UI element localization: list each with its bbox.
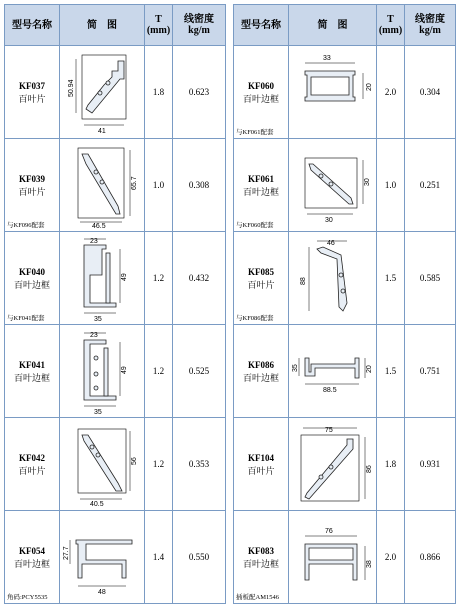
dim-width: 46 <box>326 240 335 247</box>
model-note: 与KF060配套 <box>236 222 274 229</box>
thickness-value: 1.0 <box>377 139 405 232</box>
thickness-value: 1.8 <box>377 418 405 511</box>
density-value: 0.525 <box>173 325 226 418</box>
diagram-cell <box>289 46 377 139</box>
header-diagram: 简 图 <box>289 5 377 46</box>
diagram-cell <box>60 232 145 325</box>
table-row <box>234 511 456 604</box>
model-code: KF060 <box>248 80 274 91</box>
diagram-cell <box>289 139 377 232</box>
diagram-cell <box>289 232 377 325</box>
model-cell <box>5 139 60 232</box>
model-code: KF042 <box>19 452 45 463</box>
dim-width: 46.5 <box>92 223 106 228</box>
header-diagram: 简 图 <box>60 5 145 46</box>
model-code: KF104 <box>248 452 274 463</box>
model-cell <box>234 325 289 418</box>
model-name: 百叶边框 <box>13 558 50 569</box>
header-density-label: 线密度 <box>415 14 445 25</box>
model-name: 百叶边框 <box>242 93 279 104</box>
profile-diagram <box>291 142 375 228</box>
dim-height: 38 <box>365 560 373 568</box>
dim-top: 23 <box>90 238 98 245</box>
header-row <box>234 5 456 46</box>
model-name: 百叶片 <box>18 186 46 197</box>
diagram-cell <box>289 325 377 418</box>
density-value: 0.308 <box>173 139 226 232</box>
header-thickness <box>377 5 405 46</box>
profile-diagram <box>291 514 375 600</box>
model-code: KF083 <box>248 545 274 556</box>
model-code: KF040 <box>19 266 45 277</box>
thickness-value: 1.4 <box>145 511 173 604</box>
header-t: T <box>155 14 162 25</box>
model-cell <box>234 418 289 511</box>
model-cell <box>5 46 60 139</box>
model-note: 与KF096配套 <box>7 222 45 229</box>
dim-height: 49 <box>121 273 128 281</box>
profile-diagram <box>291 421 375 507</box>
model-cell <box>234 46 289 139</box>
header-t-unit: (mm) <box>146 25 171 36</box>
table-row <box>5 46 226 139</box>
thickness-value: 1.2 <box>145 418 173 511</box>
model-note: 插板配AM1546 <box>236 594 279 601</box>
dim-height: 65.7 <box>131 176 138 190</box>
model-name: 百叶边框 <box>13 279 50 290</box>
diagram-cell <box>289 418 377 511</box>
model-name: 百叶片 <box>18 93 46 104</box>
dim-width: 75 <box>324 427 333 434</box>
profile-diagram <box>62 235 142 321</box>
table-row <box>234 232 456 325</box>
table-row <box>234 325 456 418</box>
diagram-cell <box>60 325 145 418</box>
density-value: 0.585 <box>405 232 456 325</box>
header-thickness <box>145 5 173 46</box>
diagram-cell <box>60 511 145 604</box>
table-row <box>5 418 226 511</box>
model-code: KF061 <box>248 173 274 184</box>
model-name: 百叶边框 <box>242 558 279 569</box>
dim-width: 33 <box>322 55 331 62</box>
model-code: KF054 <box>19 545 45 556</box>
thickness-value: 1.0 <box>145 139 173 232</box>
profile-diagram <box>62 49 142 135</box>
model-cell <box>5 511 60 604</box>
model-cell <box>234 232 289 325</box>
model-code: KF041 <box>19 359 45 370</box>
profile-diagram <box>62 328 142 414</box>
table-row <box>5 325 226 418</box>
profile-table-right <box>233 4 456 604</box>
model-cell <box>234 139 289 232</box>
header-model: 型号名称 <box>234 5 289 46</box>
table-row <box>234 139 456 232</box>
model-code: KF086 <box>248 359 274 370</box>
dim-width: 88.5 <box>322 387 337 394</box>
dim-left-height: 35 <box>291 364 299 372</box>
model-name: 百叶片 <box>18 465 46 476</box>
table-row <box>234 46 456 139</box>
model-name: 百叶边框 <box>13 372 50 383</box>
profile-table-left <box>4 4 226 604</box>
density-value: 0.353 <box>173 418 226 511</box>
profile-diagram <box>291 328 375 414</box>
profile-diagram <box>62 421 142 507</box>
diagram-cell <box>60 139 145 232</box>
dim-height: 56 <box>131 457 138 465</box>
header-density-unit: kg/m <box>188 25 210 36</box>
table-row <box>234 418 456 511</box>
dim-height: 27.7 <box>63 546 70 560</box>
dim-top: 23 <box>90 332 98 339</box>
table-row <box>5 139 226 232</box>
model-note: 与KF041配套 <box>7 315 45 322</box>
diagram-cell <box>289 511 377 604</box>
dim-height: 20 <box>365 83 373 91</box>
dim-width: 35 <box>94 316 102 321</box>
model-name: 百叶片 <box>247 465 275 476</box>
density-value: 0.304 <box>405 46 456 139</box>
model-note: 角码:PCY5535 <box>7 594 48 601</box>
dim-width: 41 <box>98 128 106 135</box>
density-value: 0.251 <box>405 139 456 232</box>
dim-width: 40.5 <box>90 501 104 507</box>
thickness-value: 2.0 <box>377 511 405 604</box>
thickness-value: 1.5 <box>377 325 405 418</box>
header-density <box>405 5 456 46</box>
model-code: KF039 <box>19 173 45 184</box>
table-row <box>5 232 226 325</box>
model-cell <box>5 325 60 418</box>
dim-height: 30 <box>363 178 371 186</box>
density-value: 0.751 <box>405 325 456 418</box>
header-density-unit: kg/m <box>419 25 441 36</box>
model-name: 百叶边框 <box>242 186 279 197</box>
profile-diagram <box>62 514 142 600</box>
model-name: 百叶片 <box>247 279 275 290</box>
dim-width: 30 <box>324 217 333 224</box>
model-code: KF037 <box>19 80 45 91</box>
thickness-value: 2.0 <box>377 46 405 139</box>
thickness-value: 1.5 <box>377 232 405 325</box>
dim-right-height: 20 <box>365 365 373 373</box>
density-value: 0.931 <box>405 418 456 511</box>
dim-width: 35 <box>94 409 102 414</box>
header-row <box>5 5 226 46</box>
header-t: T <box>387 14 394 25</box>
profile-diagram <box>62 142 142 228</box>
model-cell <box>234 511 289 604</box>
dim-width: 76 <box>324 528 333 535</box>
model-note: 与KF086配套 <box>236 315 274 322</box>
diagram-cell <box>60 46 145 139</box>
dim-height: 50.94 <box>68 79 75 97</box>
header-density <box>173 5 226 46</box>
thickness-value: 1.2 <box>145 325 173 418</box>
model-note: 与KF061配套 <box>236 129 274 136</box>
model-cell <box>5 418 60 511</box>
dim-height: 86 <box>365 465 373 473</box>
density-value: 0.432 <box>173 232 226 325</box>
header-t-unit: (mm) <box>378 25 403 36</box>
header-model: 型号名称 <box>5 5 60 46</box>
thickness-value: 1.2 <box>145 232 173 325</box>
profile-diagram <box>291 235 375 321</box>
profile-diagram <box>291 49 375 135</box>
density-value: 0.550 <box>173 511 226 604</box>
density-value: 0.623 <box>173 46 226 139</box>
header-density-label: 线密度 <box>184 14 214 25</box>
diagram-cell <box>60 418 145 511</box>
table-row <box>5 511 226 604</box>
model-cell <box>5 232 60 325</box>
dim-height: 88 <box>299 277 307 285</box>
model-name: 百叶边框 <box>242 372 279 383</box>
model-code: KF085 <box>248 266 274 277</box>
dim-height: 49 <box>121 366 128 374</box>
thickness-value: 1.8 <box>145 46 173 139</box>
dim-width: 48 <box>98 589 106 596</box>
density-value: 0.866 <box>405 511 456 604</box>
